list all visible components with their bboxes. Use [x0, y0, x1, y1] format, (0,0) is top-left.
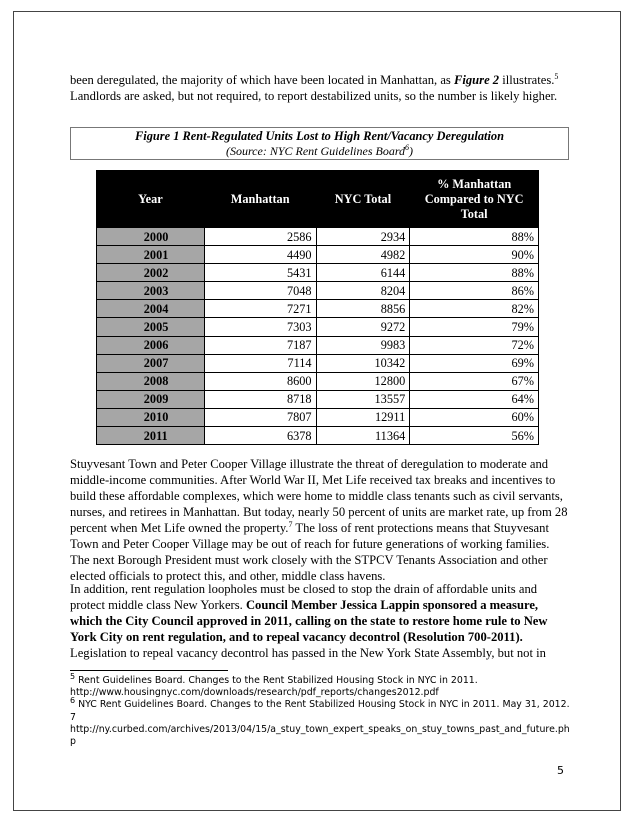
- figure-title: Figure 1 Rent-Regulated Units Lost to High Rent/Vacancy Deregulation: [135, 129, 504, 143]
- pct-cell: 64%: [410, 390, 539, 408]
- footnote-marker: 7: [70, 711, 76, 723]
- year-cell: [97, 336, 205, 354]
- pct-cell: 69%: [410, 354, 539, 372]
- figure-caption-box: [70, 127, 569, 160]
- table-row: [97, 336, 539, 354]
- year-label: 2006: [143, 338, 169, 353]
- paragraph-text: Stuyvesant Town and Peter Cooper Village illustrate the threat of deregulation to moderate and middle-income communities. After World War II, Met Life received tax breaks and incentives to build these affordable complexes, which were home to middle class tenants such as civil servants, nurses, and retirees in Manhattan. But today, nearly 50 percent of units are market rate, up from 28 percent when Met Life owned the property.: [70, 457, 568, 535]
- pct-cell: 88%: [410, 228, 539, 246]
- year-label: 2011: [143, 428, 168, 443]
- footnotes: [70, 671, 570, 748]
- pct-cell: 90%: [410, 246, 539, 264]
- year-label: 2002: [143, 265, 169, 280]
- year-cell: [97, 246, 205, 264]
- table-row: [97, 246, 539, 264]
- pct-cell: 72%: [410, 336, 539, 354]
- year-cell: [97, 282, 205, 300]
- nyc-total-cell: 9272: [316, 318, 410, 336]
- pct-cell: 86%: [410, 282, 539, 300]
- footnote-separator: [70, 670, 228, 671]
- figure-reference: Figure 2: [453, 73, 500, 87]
- year-cell: [97, 372, 205, 390]
- nyc-total-cell: 4982: [316, 246, 410, 264]
- footnote-5-link[interactable]: http://www.housingnyc.com/downloads/research/pdf_reports/changes2012.pdf: [70, 687, 439, 699]
- manhattan-cell: 2586: [204, 228, 316, 246]
- paragraph-stuyvesant: [70, 456, 570, 584]
- manhattan-cell: 4490: [204, 246, 316, 264]
- table-row: [97, 318, 539, 336]
- nyc-total-cell: 12911: [316, 408, 410, 426]
- year-label: 2000: [143, 229, 169, 244]
- paragraph-deregulation: [70, 72, 570, 104]
- year-cell: [97, 264, 205, 282]
- footnote-marker: 6: [70, 696, 76, 706]
- table-header-row: [97, 171, 539, 228]
- table-row: [97, 282, 539, 300]
- pct-cell: 88%: [410, 264, 539, 282]
- header-nyc-total: NYC Total: [316, 171, 410, 228]
- figure-source-text: ): [409, 144, 414, 158]
- footnote-7-link-cont[interactable]: p: [70, 736, 76, 748]
- paragraph-text: In addition, rent regulation loopholes must be closed to stop the drain of affordable units and protect middle class New Yorkers.: [70, 582, 538, 612]
- nyc-total-cell: 8856: [316, 300, 410, 318]
- header-manhattan: Manhattan: [204, 171, 316, 228]
- footnote-text: NYC Rent Guidelines Board. Changes to the Rent Stabilized Housing Stock in NYC in 2011. May 31, 2012.: [75, 699, 570, 711]
- table-row: [97, 372, 539, 390]
- manhattan-cell: 5431: [204, 264, 316, 282]
- manhattan-cell: 7271: [204, 300, 316, 318]
- paragraph-text: been deregulated, the majority of which have been located in Manhattan, as: [70, 73, 454, 87]
- year-label: 2001: [143, 247, 169, 262]
- footnote-6: [70, 696, 570, 711]
- nyc-total-cell: 13557: [316, 390, 410, 408]
- pct-cell: 60%: [410, 408, 539, 426]
- year-cell: [97, 300, 205, 318]
- year-cell: [97, 427, 205, 445]
- footnote-5: [70, 671, 570, 687]
- header-pct-manhattan: % Manhattan Compared to NYC Total: [410, 171, 539, 228]
- year-label: 2010: [143, 410, 169, 425]
- table-row: [97, 354, 539, 372]
- year-label: 2005: [143, 320, 169, 335]
- year-cell: [97, 354, 205, 372]
- year-cell: [97, 408, 205, 426]
- table-body: [97, 228, 539, 445]
- pct-cell: 79%: [410, 318, 539, 336]
- page-number: 5: [557, 764, 564, 777]
- manhattan-cell: 8718: [204, 390, 316, 408]
- footnote-marker: 5: [554, 71, 559, 81]
- paragraph-text: Legislation to repeal vacancy decontrol has passed in the New York State Assembly, but not in: [70, 646, 546, 660]
- year-label: 2004: [143, 301, 169, 316]
- nyc-total-cell: 12800: [316, 372, 410, 390]
- nyc-total-cell: 2934: [316, 228, 410, 246]
- footnote-marker: 7: [288, 519, 293, 529]
- table-row: [97, 427, 539, 445]
- table-row: [97, 390, 539, 408]
- manhattan-cell: 7807: [204, 408, 316, 426]
- nyc-total-cell: 6144: [316, 264, 410, 282]
- footnote-text: Rent Guidelines Board. Changes to the Rent Stabilized Housing Stock in NYC in 2011.: [75, 675, 478, 686]
- footnote-marker: 6: [405, 143, 410, 152]
- year-cell: [97, 318, 205, 336]
- paragraph-bold-text: Council Member Jessica Lappin sponsored a measure, which the City Council approved in 2011, calling on the state to restore home rule to New York City on rent regulation, and to repeal vacancy decontrol (Resolution 700-2011).: [70, 598, 548, 644]
- year-cell: [97, 390, 205, 408]
- manhattan-cell: 6378: [204, 427, 316, 445]
- footnote-7: [70, 712, 570, 724]
- manhattan-cell: 8600: [204, 372, 316, 390]
- paragraph-loopholes: [70, 581, 570, 661]
- paragraph-text: illustrates.: [499, 73, 555, 87]
- year-label: 2003: [143, 283, 169, 298]
- header-year: Year: [97, 171, 205, 228]
- paragraph-text: The loss of rent protections means that Stuyvesant Town and Peter Cooper Village may be out of reach for future generations of working families. The next Borough President must work closely with the STPCV Tenants Association and other elected officials to protect this, and other, middle class havens.: [70, 521, 550, 583]
- table-row: [97, 264, 539, 282]
- pct-cell: 82%: [410, 300, 539, 318]
- year-cell: [97, 228, 205, 246]
- table-row: [97, 228, 539, 246]
- pct-cell: 56%: [410, 427, 539, 445]
- nyc-total-cell: 8204: [316, 282, 410, 300]
- manhattan-cell: 7114: [204, 354, 316, 372]
- footnote-7-link[interactable]: http://ny.curbed.com/archives/2013/04/15/a_stuy_town_expert_speaks_on_stuy_towns_past_and_future.ph: [70, 723, 570, 735]
- manhattan-cell: 7303: [204, 318, 316, 336]
- nyc-total-cell: 11364: [316, 427, 410, 445]
- rent-units-table: [96, 170, 539, 445]
- manhattan-cell: 7048: [204, 282, 316, 300]
- figure-source: [71, 144, 568, 158]
- year-label: 2009: [143, 392, 169, 407]
- footnote-marker: 5: [70, 671, 76, 681]
- year-label: 2008: [143, 374, 169, 389]
- manhattan-cell: 7187: [204, 336, 316, 354]
- nyc-total-cell: 10342: [316, 354, 410, 372]
- nyc-total-cell: 9983: [316, 336, 410, 354]
- year-label: 2007: [143, 356, 169, 371]
- pct-cell: 67%: [410, 372, 539, 390]
- figure-source-text: (Source: NYC Rent Guidelines Board: [225, 144, 406, 158]
- table-row: [97, 408, 539, 426]
- paragraph-text: Landlords are asked, but not required, to report destabilized units, so the number is likely higher.: [70, 89, 558, 103]
- table-row: [97, 300, 539, 318]
